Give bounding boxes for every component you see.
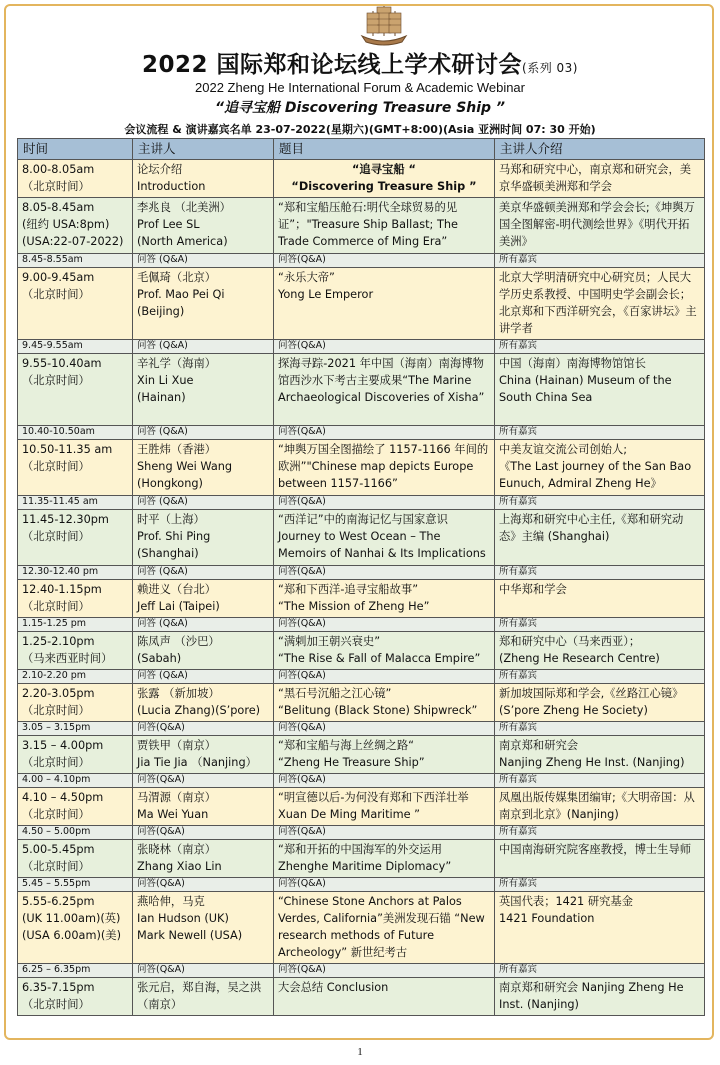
qa-row bbox=[18, 340, 705, 354]
cell-speaker: 问答 (Q&A) bbox=[133, 566, 274, 580]
cell-time: 4.50 – 5.00pm bbox=[18, 826, 133, 840]
cell-topic: 问答(Q&A) bbox=[274, 496, 495, 510]
cell-topic: 问答(Q&A) bbox=[274, 964, 495, 978]
qa-row bbox=[18, 774, 705, 788]
cell-time: 4.00 – 4.10pm bbox=[18, 774, 133, 788]
cell-intro: 所有嘉宾 bbox=[495, 774, 705, 788]
cell-intro: 所有嘉宾 bbox=[495, 826, 705, 840]
session-row bbox=[18, 198, 705, 254]
session-row bbox=[18, 160, 705, 198]
page-number: 1 bbox=[357, 1046, 363, 1058]
schedule-table bbox=[17, 138, 705, 1016]
cell-topic: “追寻宝船 “ “Discovering Treasure Ship ” bbox=[274, 160, 495, 198]
cell-time: 12.30-12.40 pm bbox=[18, 566, 133, 580]
cell-intro: 中国南海研究院客座教授，博士生导师 bbox=[495, 840, 705, 878]
cell-intro: 所有嘉宾 bbox=[495, 964, 705, 978]
cell-intro: 中华郑和学会 bbox=[495, 580, 705, 618]
cell-speaker: 陈凤声 （沙巴） (Sabah) bbox=[133, 632, 274, 670]
qa-row bbox=[18, 878, 705, 892]
cell-speaker: 时平（上海） Prof. Shi Ping (Shanghai) bbox=[133, 510, 274, 566]
column-header-time: 时间 bbox=[18, 139, 133, 160]
cell-speaker: 李兆良 （北美洲） Prof Lee SL (North America) bbox=[133, 198, 274, 254]
series-label: (系列 03) bbox=[522, 61, 578, 75]
session-row bbox=[18, 892, 705, 964]
cell-speaker: 问答 (Q&A) bbox=[133, 254, 274, 268]
qa-row bbox=[18, 426, 705, 440]
cell-topic: “郑和宝船压舱石:明代全球贸易的见证”；"Treasure Ship Ballast; The Trade Commerce of Ming Era” bbox=[274, 198, 495, 254]
cell-time: 1.15-1.25 pm bbox=[18, 618, 133, 632]
cell-topic: “Chinese Stone Anchors at Palos Verdes, California”美洲发现石锚 “New research methods of Future Archeology” 新世纪考古 bbox=[274, 892, 495, 964]
cell-intro: 中美友谊交流公司创始人; 《The Last journey of the San Bao Eunuch, Admiral Zheng He》 bbox=[495, 440, 705, 496]
table-header-row bbox=[18, 139, 705, 160]
cell-topic: 问答(Q&A) bbox=[274, 670, 495, 684]
cell-speaker: 问答(Q&A) bbox=[133, 878, 274, 892]
cell-topic: 问答(Q&A) bbox=[274, 566, 495, 580]
cell-topic: 问答(Q&A) bbox=[274, 426, 495, 440]
session-row bbox=[18, 354, 705, 426]
cell-intro: 所有嘉宾 bbox=[495, 254, 705, 268]
ship-title: “追寻宝船 Discovering Treasure Ship ” bbox=[215, 100, 505, 116]
session-row bbox=[18, 510, 705, 566]
cell-speaker: 马渭源（南京） Ma Wei Yuan bbox=[133, 788, 274, 826]
cell-time: 9.55-10.40am （北京时间） bbox=[18, 354, 133, 426]
cell-speaker: 问答 (Q&A) bbox=[133, 340, 274, 354]
cell-speaker: 毛佩琦（北京） Prof. Mao Pei Qi (Beijing) bbox=[133, 268, 274, 340]
cell-intro: 所有嘉宾 bbox=[495, 618, 705, 632]
cell-time: 6.25 – 6.35pm bbox=[18, 964, 133, 978]
cell-intro: 新加坡国际郑和学会,《丝路江心镜》(S’pore Zheng He Society) bbox=[495, 684, 705, 722]
qa-row bbox=[18, 254, 705, 268]
cell-time: 1.25-2.10pm （马来西亚时间） bbox=[18, 632, 133, 670]
cell-intro: 上海郑和研究中心主任,《郑和研究动态》主编 (Shanghai) bbox=[495, 510, 705, 566]
cell-speaker: 辛礼学（海南） Xin Li Xue (Hainan) bbox=[133, 354, 274, 426]
cell-speaker: 问答 (Q&A) bbox=[133, 426, 274, 440]
qa-row bbox=[18, 722, 705, 736]
cell-topic: “黑石号沉船之江心镜” “Belitung (Black Stone) Shipwreck” bbox=[274, 684, 495, 722]
cell-intro: 马郑和研究中心，南京郑和研究会，美京华盛顿美洲郑和学会 bbox=[495, 160, 705, 198]
cell-time: 10.50-11.35 am （北京时间） bbox=[18, 440, 133, 496]
cell-time: 4.10 – 4.50pm （北京时间） bbox=[18, 788, 133, 826]
cell-topic: “明宣德以后-为何没有郑和下西洋壮举 Xuan De Ming Maritime ” bbox=[274, 788, 495, 826]
column-header-topic: 题目 bbox=[274, 139, 495, 160]
cell-time: 5.00-5.45pm （北京时间） bbox=[18, 840, 133, 878]
cell-intro: 所有嘉宾 bbox=[495, 340, 705, 354]
cell-speaker: 问答(Q&A) bbox=[133, 826, 274, 840]
cell-speaker: 问答(Q&A) bbox=[133, 964, 274, 978]
qa-row bbox=[18, 566, 705, 580]
cell-speaker: 张元启，郑自海，吴之洪（南京） bbox=[133, 978, 274, 1016]
cell-speaker: 贾铁甲（南京） Jia Tie Jia （Nanjing） bbox=[133, 736, 274, 774]
cell-intro: 郑和研究中心（马来西亚）； (Zheng He Research Centre) bbox=[495, 632, 705, 670]
cell-time: 8.00-8.05am （北京时间） bbox=[18, 160, 133, 198]
title-cn: 2022 国际郑和论坛线上学术研讨会 bbox=[142, 52, 523, 78]
cell-time: 8.05-8.45am (纽约 USA:8pm) (USA:22-07-2022) bbox=[18, 198, 133, 254]
qa-row bbox=[18, 670, 705, 684]
cell-topic: “郑和开拓的中国海军的外交运用 Zhenghe Maritime Diplomacy” bbox=[274, 840, 495, 878]
cell-topic: 问答(Q&A) bbox=[274, 774, 495, 788]
cell-intro: 南京郑和研究会 Nanjing Zheng He Inst. (Nanjing) bbox=[495, 736, 705, 774]
cell-intro: 所有嘉宾 bbox=[495, 496, 705, 510]
session-row bbox=[18, 978, 705, 1016]
cell-topic: 问答(Q&A) bbox=[274, 878, 495, 892]
cell-topic: 问答(Q&A) bbox=[274, 618, 495, 632]
cell-time: 9.45-9.55am bbox=[18, 340, 133, 354]
cell-speaker: 张露 （新加坡） (Lucia Zhang)(S’pore) bbox=[133, 684, 274, 722]
cell-intro: 所有嘉宾 bbox=[495, 878, 705, 892]
cell-topic: “永乐大帝” Yong Le Emperor bbox=[274, 268, 495, 340]
session-row bbox=[18, 788, 705, 826]
cell-intro: 所有嘉宾 bbox=[495, 566, 705, 580]
cell-time: 6.35-7.15pm （北京时间） bbox=[18, 978, 133, 1016]
cell-topic: “西洋记”中的南海记忆与国家意识 Journey to West Ocean – The Memoirs of Nanhai & Its Implications bbox=[274, 510, 495, 566]
treasure-ship-logo bbox=[356, 2, 412, 48]
cell-intro: 凤凰出版传媒集团编审;《大明帝国：从南京到北京》(Nanjing) bbox=[495, 788, 705, 826]
cell-intro: 所有嘉宾 bbox=[495, 670, 705, 684]
schedule-body bbox=[18, 160, 705, 1016]
cell-speaker: 问答(Q&A) bbox=[133, 722, 274, 736]
cell-time: 11.35-11.45 am bbox=[18, 496, 133, 510]
qa-row bbox=[18, 618, 705, 632]
cell-time: 3.05 – 3.15pm bbox=[18, 722, 133, 736]
cell-intro: 南京郑和研究会 Nanjing Zheng He Inst. (Nanjing) bbox=[495, 978, 705, 1016]
cell-intro: 美京华盛顿美洲郑和学会会长;《坤舆万国全图解密-明代测绘世界》《明代开拓美洲》 bbox=[495, 198, 705, 254]
cell-intro: 中国（海南）南海博物馆馆长 China (Hainan) Museum of the South China Sea bbox=[495, 354, 705, 426]
cell-time: 8.45-8.55am bbox=[18, 254, 133, 268]
cell-intro: 所有嘉宾 bbox=[495, 722, 705, 736]
cell-time: 2.10-2.20 pm bbox=[18, 670, 133, 684]
cell-time: 9.00-9.45am （北京时间） bbox=[18, 268, 133, 340]
cell-speaker: 问答 (Q&A) bbox=[133, 496, 274, 510]
cell-time: 5.45 – 5.55pm bbox=[18, 878, 133, 892]
cell-speaker: 问答 (Q&A) bbox=[133, 670, 274, 684]
cell-topic: “郑和下西洋-追寻宝船故事” “The Mission of Zheng He” bbox=[274, 580, 495, 618]
cell-time: 12.40-1.15pm （北京时间） bbox=[18, 580, 133, 618]
cell-topic: 大会总结 Conclusion bbox=[274, 978, 495, 1016]
page-title bbox=[0, 46, 720, 79]
cell-intro: 所有嘉宾 bbox=[495, 426, 705, 440]
cell-speaker: 问答 (Q&A) bbox=[133, 618, 274, 632]
cell-speaker: 论坛介绍 Introduction bbox=[133, 160, 274, 198]
cell-speaker: 问答(Q&A) bbox=[133, 774, 274, 788]
cell-speaker: 赖进义（台北） Jeff Lai (Taipei) bbox=[133, 580, 274, 618]
cell-speaker: 张晓林（南京） Zhang Xiao Lin bbox=[133, 840, 274, 878]
cell-time: 11.45-12.30pm （北京时间） bbox=[18, 510, 133, 566]
cell-time: 10.40-10.50am bbox=[18, 426, 133, 440]
cell-intro: 北京大学明清研究中心研究员；人民大学历史系教授、中国明史学会副会长；北京郑和下西洋研究会，《百家讲坛》主讲学者 bbox=[495, 268, 705, 340]
session-row bbox=[18, 684, 705, 722]
title-en: 2022 Zheng He International Forum & Academic Webinar bbox=[195, 80, 525, 95]
cell-time: 2.20-3.05pm （北京时间） bbox=[18, 684, 133, 722]
cell-speaker: 燕哈伸，马克 Ian Hudson (UK) Mark Newell (USA) bbox=[133, 892, 274, 964]
cell-topic: 问答(Q&A) bbox=[274, 254, 495, 268]
session-row bbox=[18, 440, 705, 496]
session-row bbox=[18, 580, 705, 618]
column-header-intro: 主讲人介绍 bbox=[495, 139, 705, 160]
qa-row bbox=[18, 496, 705, 510]
cell-topic: 探海寻踪-2021 年中国（海南）南海博物馆西沙水下考古主要成果“The Marine Archaeological Discoveries of Xisha” bbox=[274, 354, 495, 426]
cell-topic: 问答(Q&A) bbox=[274, 340, 495, 354]
cell-topic: “坤舆万国全图描绘了 1157-1166 年间的欧洲”"Chinese map depicts Europe between 1157-1166” bbox=[274, 440, 495, 496]
session-row bbox=[18, 632, 705, 670]
session-row bbox=[18, 736, 705, 774]
session-row bbox=[18, 840, 705, 878]
cell-intro: 英国代表；1421 研究基金 1421 Foundation bbox=[495, 892, 705, 964]
session-row bbox=[18, 268, 705, 340]
cell-speaker: 王胜炜（香港） Sheng Wei Wang (Hongkong) bbox=[133, 440, 274, 496]
cell-topic: 问答(Q&A) bbox=[274, 826, 495, 840]
cell-topic: “郑和宝船与海上丝绸之路“ “Zheng He Treasure Ship” bbox=[274, 736, 495, 774]
cell-time: 3.15 – 4.00pm （北京时间） bbox=[18, 736, 133, 774]
cell-topic: 问答(Q&A) bbox=[274, 722, 495, 736]
schedule-subtitle: 会议流程 & 演讲嘉宾名单 23-07-2022(星期六)(GMT+8:00)(Asia 亚洲时间 07: 30 开始) bbox=[124, 123, 596, 136]
qa-row bbox=[18, 964, 705, 978]
qa-row bbox=[18, 826, 705, 840]
cell-time: 5.55-6.25pm (UK 11.00am)(英) (USA 6.00am)(美) bbox=[18, 892, 133, 964]
column-header-speaker: 主讲人 bbox=[133, 139, 274, 160]
cell-topic: “满剌加王朝兴衰史” “The Rise & Fall of Malacca Empire” bbox=[274, 632, 495, 670]
